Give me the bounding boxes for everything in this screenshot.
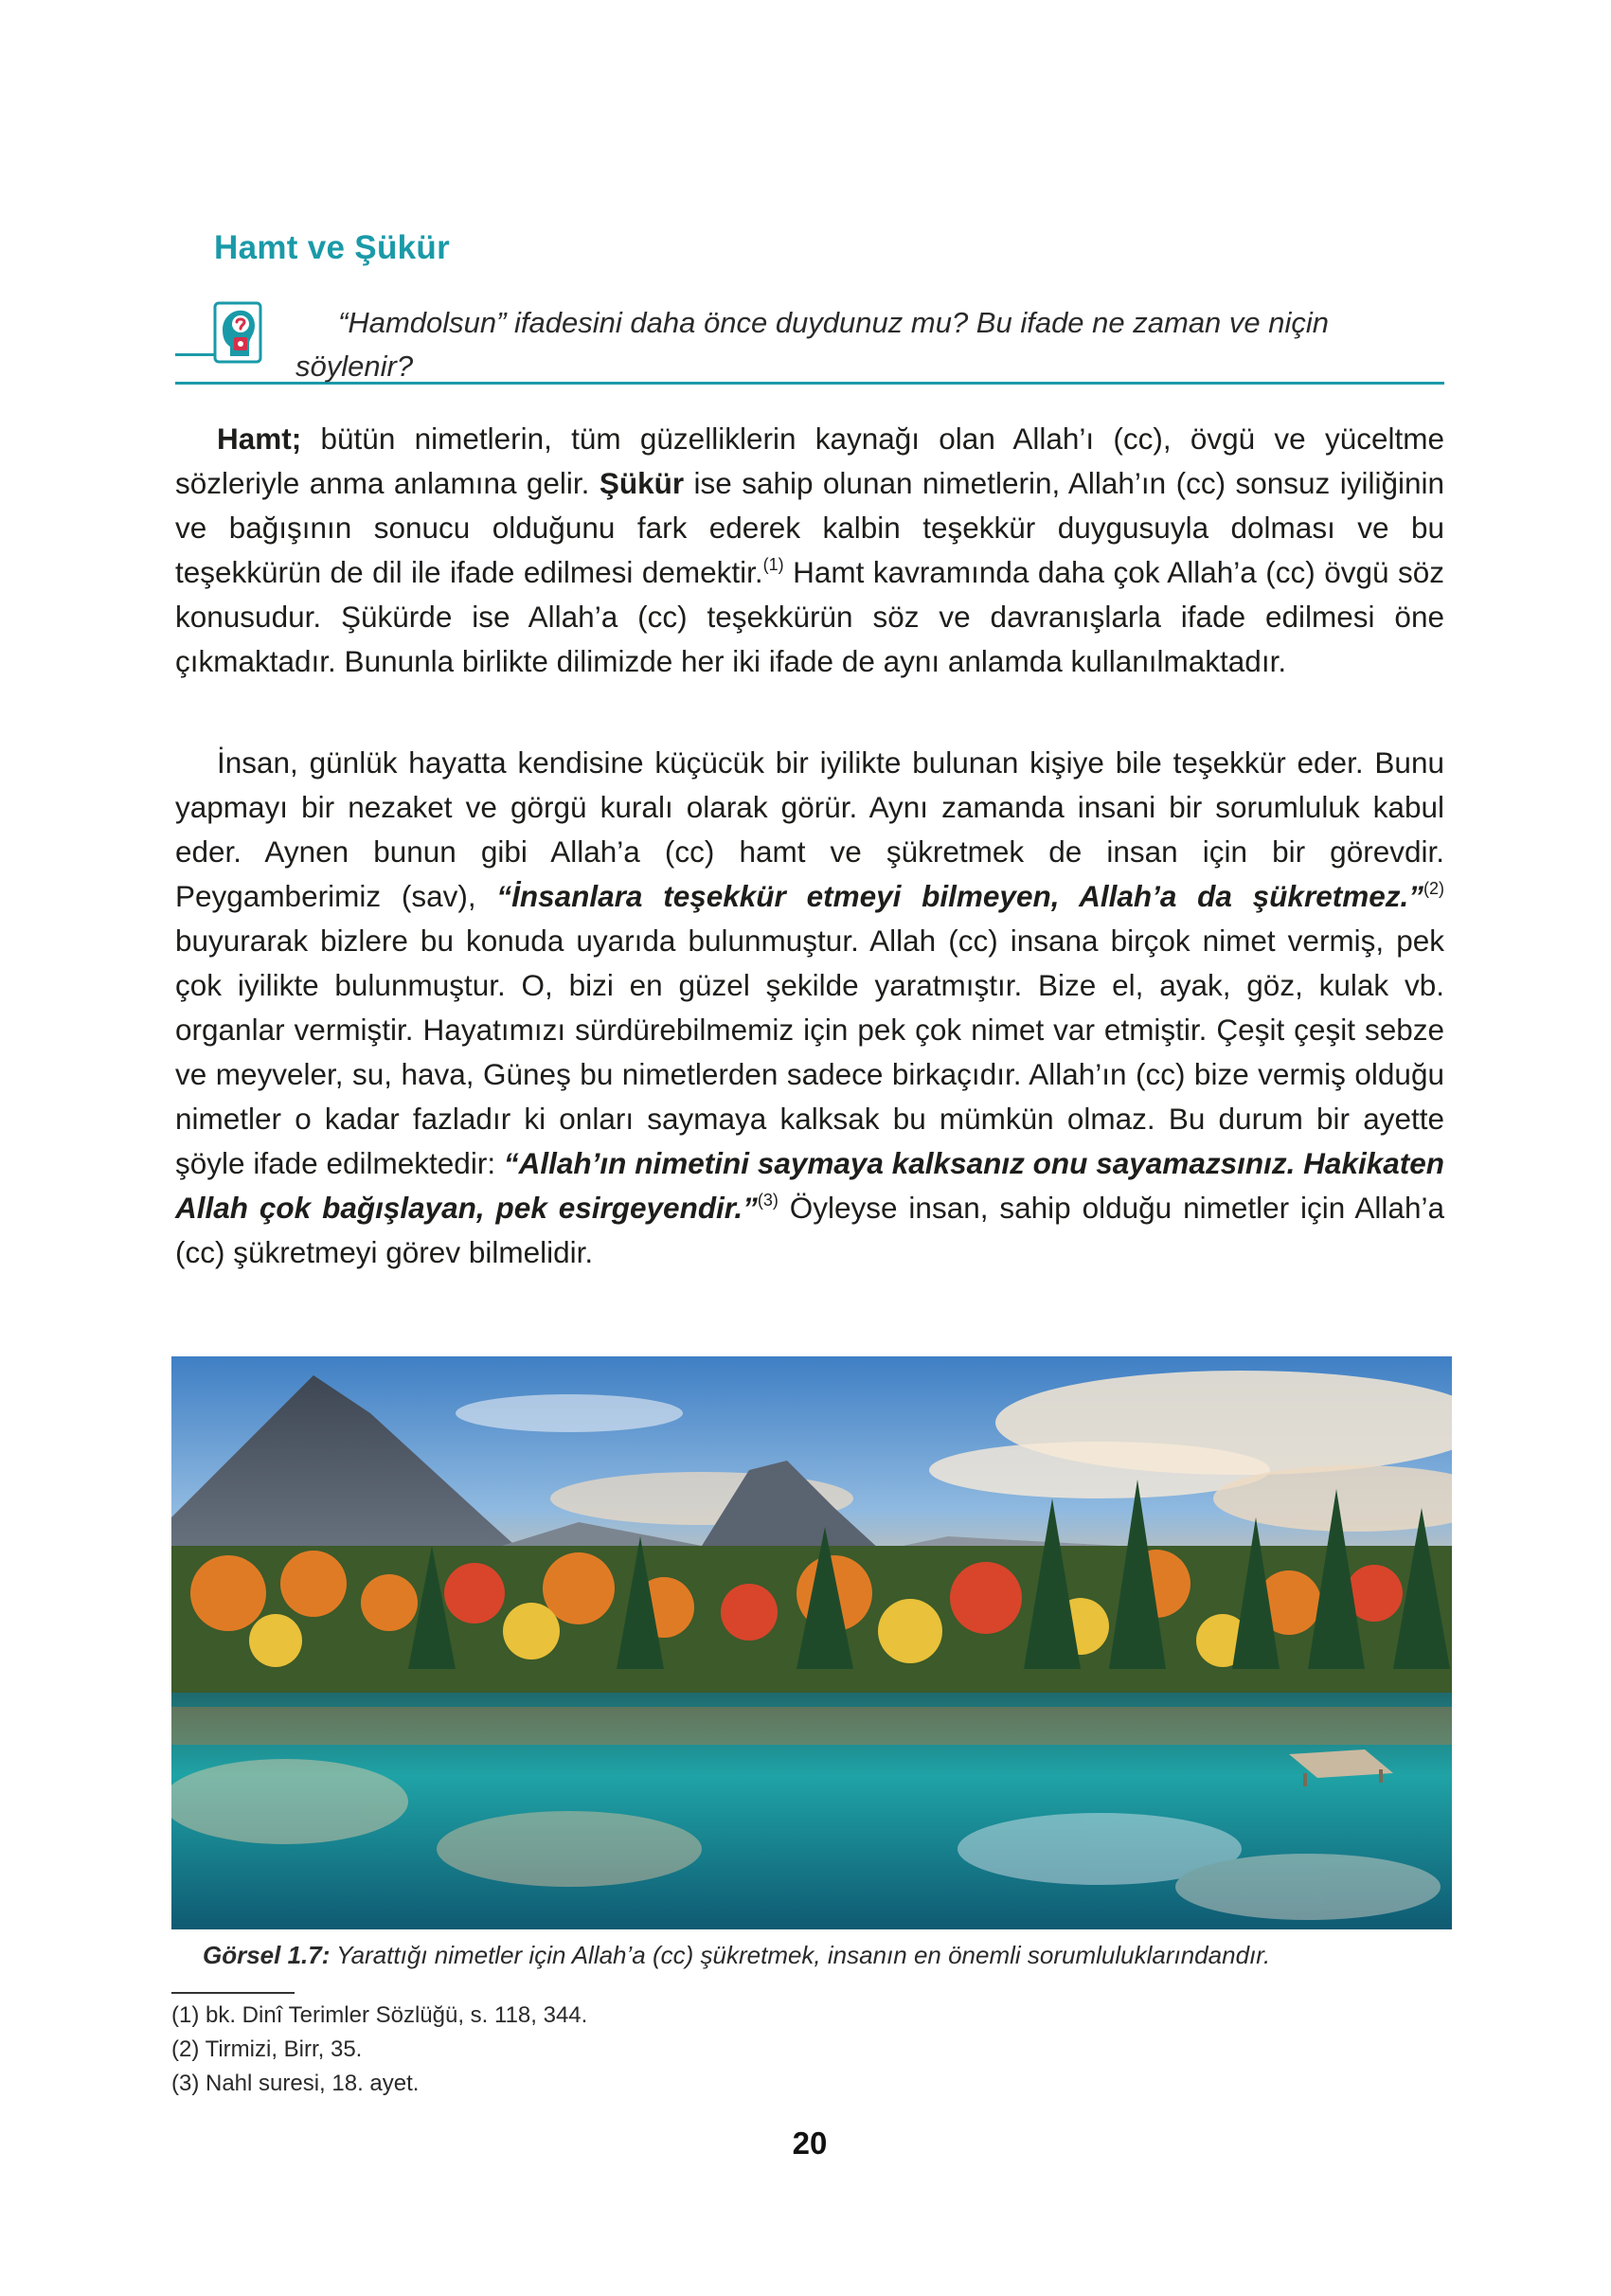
verse-quote: “Allah’ın nimetini saymaya kalksanız onu sayamazsınız. Hakikaten Allah çok bağışlayan, pek esirgeyendir.” — [175, 1146, 1445, 1225]
term-hamt: Hamt; — [217, 422, 302, 456]
paragraph-text: bütün nimetlerin, tüm güzelliklerin kaynağı olan Allah’ı (cc), övgü ve yüceltme sözleriyle anma anlamına gelir. — [175, 422, 1444, 500]
page-number: 20 — [792, 2126, 828, 2161]
footnote-2: (2) Tirmizi, Birr, 35. — [171, 2036, 363, 2062]
paragraph-text: İnsan, günlük hayatta kendisine küçücük bir iyilikte bulunan kişiye bile teşekkür eder. Bunu yapmayı bir nezaket ve görgü kuralı olarak görür. Aynı zamanda insani bir sorumluluk kabul eder. Aynen bunun gibi Allah’a (cc) hamt ve şükretmek de insan için bir görevdir. Peygamberimiz (sav), — [175, 745, 1444, 913]
landscape-illustration — [171, 1356, 1452, 1929]
footnotes — [171, 1999, 1024, 2101]
figure-caption-label: Görsel 1.7: — [203, 1941, 331, 1969]
paragraph-hamt-sukur-definition — [175, 417, 1444, 684]
question-text — [175, 301, 1444, 388]
paragraph-text: Hamt kavramında daha çok Allah’a (cc) övgü söz konusudur. Şükürde ise Allah’a (cc) teşekkürün söz ve davranışlarla ifade edilmesi öne çıkmaktadır. Bununla birlikte dilimizde her iki ifade de aynı anlamda kullanılmaktadır. — [175, 555, 1445, 678]
footnote-1: (1) bk. Dinî Terimler Sözlüğü, s. 118, 344. — [171, 2002, 588, 2028]
figure-caption — [203, 1936, 1434, 1974]
paragraph-text: buyurarak bizlere bu konuda uyarıda bulunmuştur. Allah (cc) insana birçok nimet vermiş, pek çok iyilikte bulunmuştur. O, bizi en güzel şekilde yaratmıştır. Bize el, ayak, göz, kulak vb. organlar vermiştir. Hayatımızı sürdürebilmemiz için pek çok nimet var etmiştir. Çeşit çeşit sebze ve meyveler, su, hava, Güneş bu nimetlerden sadece birkaçıdır. Allah’ın (cc) bize vermiş olduğu nimetler o kadar fazladır ki onları saymaya kalksak bu mümkün olmaz. Bu durum bir ayette şöyle ifade edilmektedir: — [175, 924, 1444, 1180]
paragraph-text: Öyleyse insan, sahip olduğu nimetler için Allah’a (cc) şükretmeyi görev bilmelidir. — [175, 1191, 1444, 1269]
footnote-ref-1: (1) — [762, 555, 784, 574]
footnote-3: (3) Nahl suresi, 18. ayet. — [171, 2071, 420, 2096]
hadith-quote: “İnsanlara teşekkür etmeyi bilmeyen, Allah’a da şükretmez.” — [496, 879, 1423, 913]
term-sukur: Şükür — [599, 466, 685, 500]
footnote-ref-3: (3) — [757, 1191, 779, 1210]
section-title: Hamt ve Şükür — [214, 229, 450, 266]
paragraph-text: ise sahip olunan nimetlerin, Allah’ın (cc) sonsuz iyiliğinin ve bağışının sonucu olduğunu fark ederek kalbin teşekkür duygusuyla dolması ve bu teşekkürün de dil ile ifade edilmesi demektir. — [175, 466, 1445, 589]
footnote-ref-2: (2) — [1423, 879, 1444, 898]
paragraph-thanks-duty — [175, 741, 1444, 1275]
autumn-lake-photo — [171, 1356, 1452, 1929]
question-line-2: söylenir? — [295, 350, 414, 383]
footnote-divider — [171, 1992, 295, 1994]
figure-caption-text: Yarattığı nimetler için Allah’a (cc) şükretmek, insanın en önemli sorumluluklarındandır. — [330, 1941, 1271, 1969]
question-line-1: “Hamdolsun” ifadesini daha önce duydunuz mu? Bu ifade ne zaman ve niçin — [338, 306, 1330, 339]
